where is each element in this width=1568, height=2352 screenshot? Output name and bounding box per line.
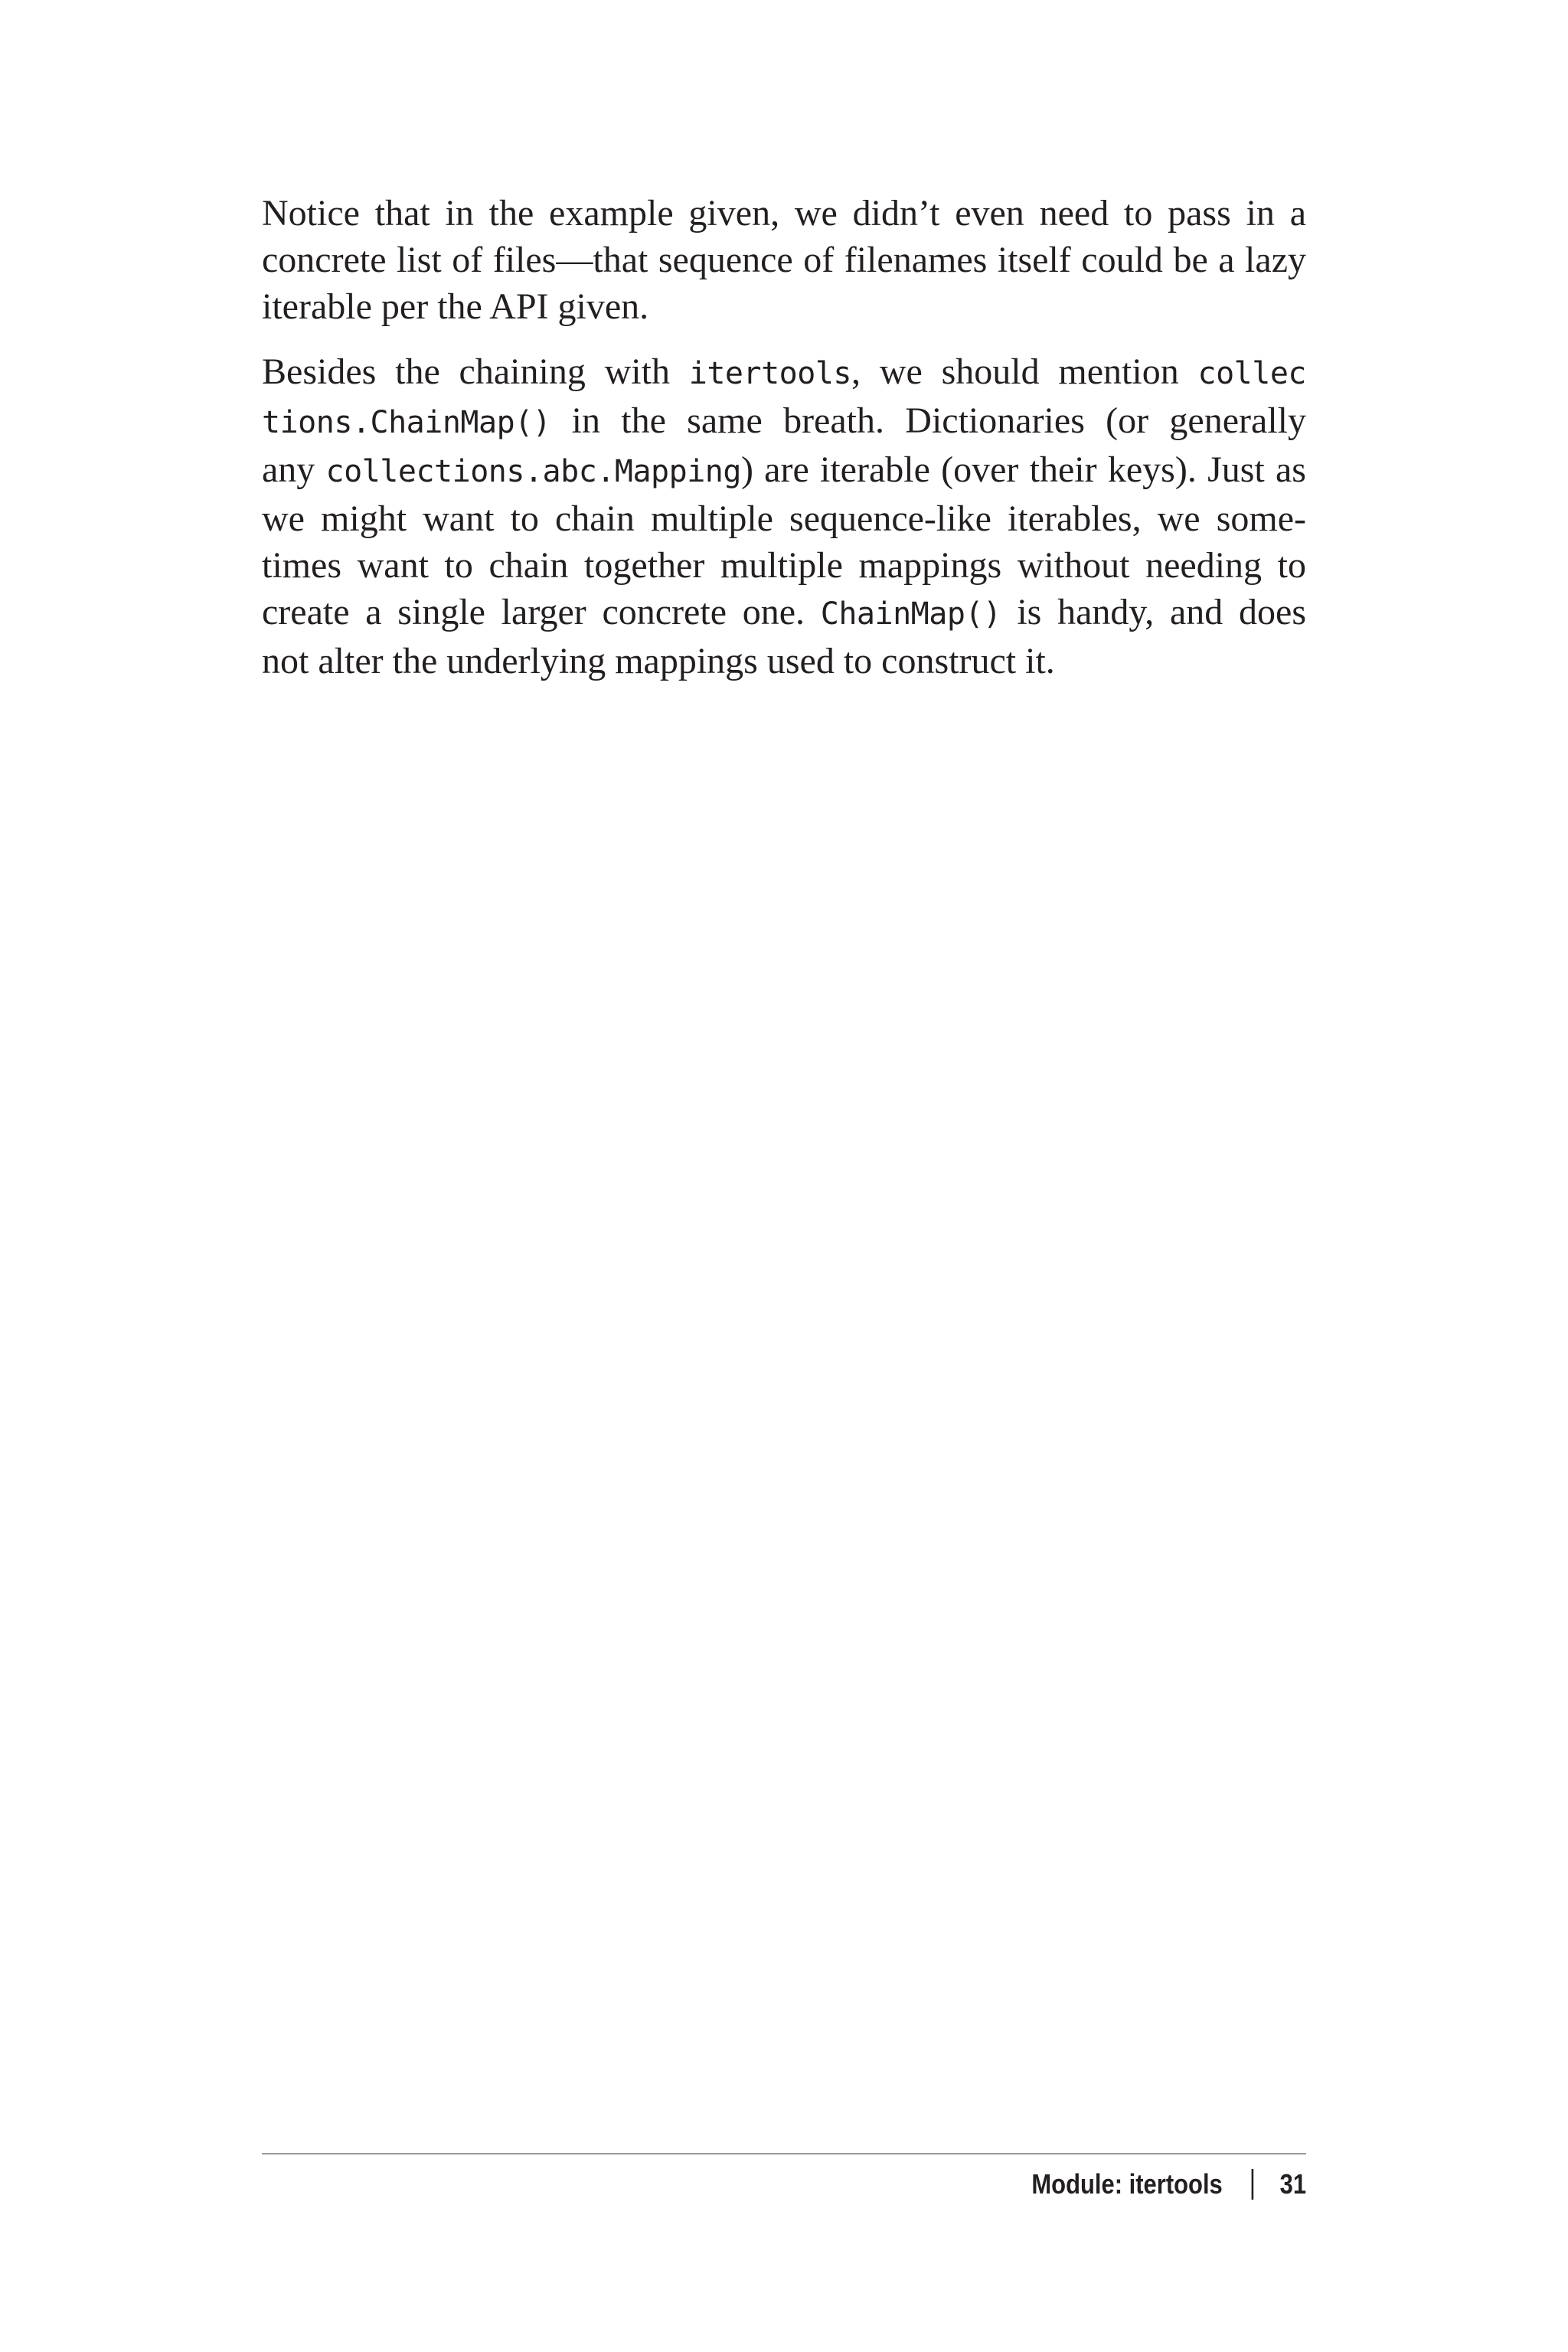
- text-run: Notice that in the example given, we didn’t even need to pass in a: [262, 193, 1306, 234]
- text-run: Besides the chaining with: [262, 351, 689, 392]
- footer-separator: [1252, 2169, 1254, 2200]
- text-line: [262, 237, 1306, 283]
- inline-code: tions.ChainMap(): [262, 405, 551, 440]
- inline-code: collec: [1197, 356, 1306, 391]
- paragraph: [262, 348, 1306, 684]
- text-run: ) are iterable (over their keys). Just as: [740, 449, 1306, 490]
- page-number: 31: [1279, 2168, 1306, 2200]
- paragraph: [262, 190, 1306, 330]
- text-run: any: [262, 449, 326, 490]
- running-footer: [1031, 2168, 1306, 2200]
- text-run: iterable per the API given.: [262, 286, 649, 327]
- text-line: [262, 495, 1306, 542]
- text-run: we might want to chain multiple sequence-like iterables, we some-: [262, 498, 1306, 539]
- inline-code: ChainMap(): [820, 596, 1001, 632]
- text-line: [262, 542, 1306, 589]
- text-line: [262, 589, 1306, 638]
- footer-rule: [262, 2153, 1306, 2154]
- text-line: [262, 397, 1306, 446]
- footer-section-title: Module: itertools: [1031, 2168, 1223, 2200]
- text-run: is handy, and does: [1001, 592, 1306, 632]
- body-text: [262, 190, 1306, 684]
- text-run: create a single larger concrete one.: [262, 592, 821, 632]
- text-line: [262, 638, 1306, 684]
- inline-code: itertools: [688, 356, 852, 391]
- text-line: [262, 283, 1306, 330]
- text-run: not alter the underlying mappings used to construct it.: [262, 641, 1055, 681]
- text-run: in the same breath. Dictionaries (or generally: [550, 400, 1306, 441]
- text-run: , we should mention: [851, 351, 1198, 392]
- inline-code: collections.abc.Mapping: [325, 454, 741, 489]
- text-run: times want to chain together multiple mappings without needing to: [262, 545, 1306, 586]
- text-run: concrete list of files—that sequence of filenames itself could be a lazy: [262, 240, 1306, 280]
- text-line: [262, 348, 1306, 397]
- text-line: [262, 190, 1306, 237]
- text-line: [262, 446, 1306, 495]
